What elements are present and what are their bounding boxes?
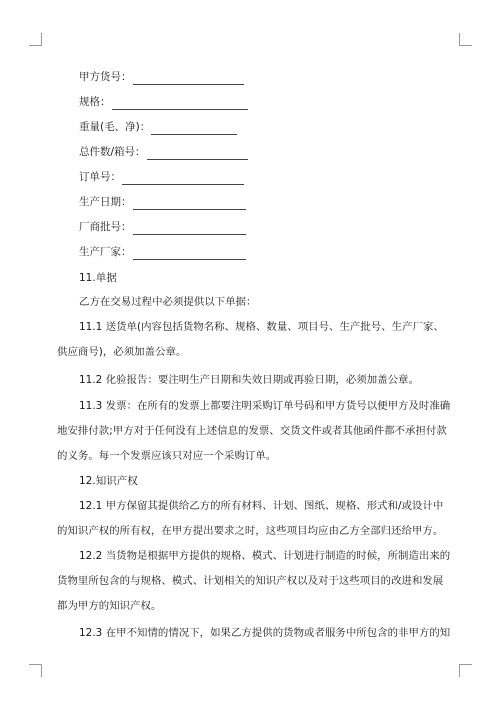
field-manufacturer [79, 244, 246, 260]
paragraph-text: 货物里所包含的与规格、模式、计划相关的知识产权以及对于这些项目的改进和发展 [57, 575, 444, 587]
field-label: 生产日期： [79, 196, 132, 208]
field-batch-number [79, 219, 246, 235]
paragraph-text: 乙方在交易过程中必须提供以下单据： [79, 296, 257, 308]
crop-mark-top-left [29, 33, 42, 46]
blank-line [147, 148, 248, 160]
blank-line [112, 98, 248, 110]
section-heading-documents: 11.单据 [79, 272, 117, 284]
blank-line [133, 198, 246, 210]
blank-line [133, 223, 246, 235]
paragraph-text: 供应商号)，必须加盖公章。 [57, 346, 187, 358]
field-label: 规格： [79, 96, 111, 108]
paragraph-12-3 [57, 621, 451, 646]
crop-mark-bottom-left [29, 664, 42, 677]
paragraph-text: 12.2 当货物是根据甲方提供的规格、模式、计划进行制造的时候，所制造出来的 [79, 550, 451, 562]
paragraph-12-2 [57, 544, 451, 619]
paragraph-text: 的知识产权的所有权，在甲方提出要求之时，这些项目均应由乙方全部归还给甲方。 [57, 525, 444, 537]
paragraph-text: 都为甲方的知识产权。 [57, 600, 162, 612]
field-label: 甲方货号： [79, 71, 132, 83]
field-goods-number [79, 69, 244, 85]
field-label: 生产厂家： [79, 246, 132, 258]
paragraph-text: 11.2 化验报告：要注明生产日期和失效日期或再验日期，必须加盖公章。 [79, 374, 419, 386]
field-total-pieces [79, 144, 248, 160]
paragraph-text: 12.3 在甲不知情的情况下，如果乙方提供的货物或者服务中所包含的非甲方的知 [79, 627, 451, 639]
paragraph-text: 11.3 发票：在所有的发票上都要注明采购订单号码和甲方货号以便甲方及时准确 [79, 400, 451, 412]
paragraph-11-2 [57, 368, 447, 393]
field-weight [79, 119, 237, 135]
field-label: 重量(毛、净)： [79, 121, 151, 133]
crop-mark-top-right [459, 33, 472, 46]
field-label: 厂商批号： [79, 221, 132, 233]
paragraph-text: 11.1 送货单(内容包括货物名称、规格、数量、项目号、生产批号、生产厂家、 [79, 321, 444, 333]
field-production-date [79, 194, 246, 210]
blank-line [133, 73, 244, 85]
field-label: 总件数/箱号： [79, 146, 146, 158]
field-specification [79, 94, 248, 110]
paragraph-documents-intro [57, 290, 447, 315]
paragraph-text: 的义务。每一个发票应该只对应一个采购订单。 [57, 450, 277, 462]
blank-line [122, 173, 244, 185]
paragraph-11-1 [57, 315, 447, 365]
blank-line [133, 248, 246, 260]
paragraph-12-1 [57, 494, 447, 544]
section-heading-intellectual-property: 12.知识产权 [79, 475, 138, 487]
blank-line [151, 123, 237, 135]
field-order-number [79, 169, 244, 185]
field-label: 订单号： [79, 171, 121, 183]
crop-mark-bottom-right [459, 664, 472, 677]
paragraph-text: 12.1 甲方保留其提供给乙方的所有材料、计划、图纸、规格、形式和/或设计中 [79, 500, 444, 512]
paragraph-11-3 [57, 394, 451, 469]
paragraph-text: 地安排付款;甲方对于任何没有上述信息的发票、交货文件或者其他函件都不承担付款 [57, 425, 447, 437]
